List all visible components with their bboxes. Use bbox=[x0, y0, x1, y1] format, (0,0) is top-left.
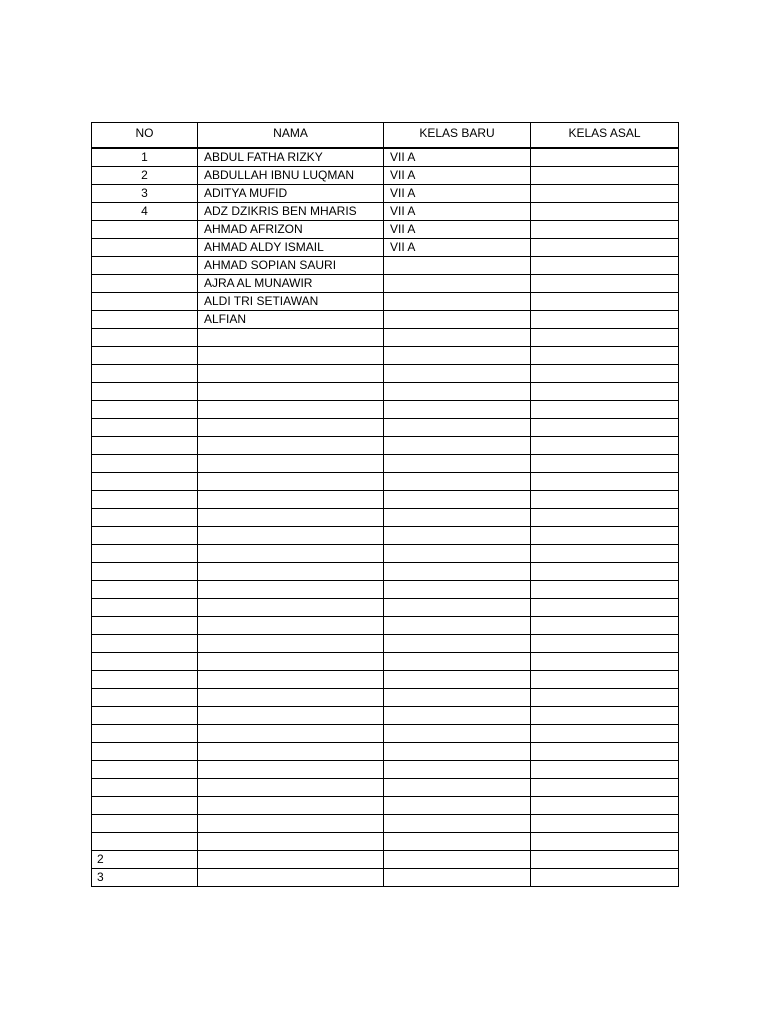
table-row bbox=[92, 401, 679, 419]
table-row bbox=[92, 833, 679, 851]
cell-kelas-baru bbox=[384, 275, 531, 293]
cell-no bbox=[92, 455, 198, 473]
cell-nama bbox=[198, 419, 384, 437]
cell-nama bbox=[198, 509, 384, 527]
cell-kelas-asal bbox=[531, 725, 679, 743]
cell-kelas-baru bbox=[384, 329, 531, 347]
cell-nama bbox=[198, 797, 384, 815]
cell-no bbox=[92, 815, 198, 833]
cell-kelas-asal bbox=[531, 185, 679, 203]
cell-no: 2 bbox=[92, 167, 198, 185]
cell-kelas-asal bbox=[531, 635, 679, 653]
cell-kelas-asal bbox=[531, 203, 679, 221]
cell-kelas-asal bbox=[531, 509, 679, 527]
cell-kelas-baru bbox=[384, 545, 531, 563]
cell-no bbox=[92, 761, 198, 779]
cell-no: 2 bbox=[92, 851, 198, 869]
cell-nama bbox=[198, 329, 384, 347]
cell-kelas-asal bbox=[531, 545, 679, 563]
header-no: NO bbox=[92, 123, 198, 149]
cell-nama bbox=[198, 743, 384, 761]
table-row bbox=[92, 473, 679, 491]
cell-kelas-baru bbox=[384, 383, 531, 401]
table-row bbox=[92, 491, 679, 509]
cell-kelas-asal bbox=[531, 275, 679, 293]
table-body bbox=[92, 148, 679, 887]
header-row bbox=[92, 123, 679, 149]
cell-nama bbox=[198, 401, 384, 419]
cell-nama bbox=[198, 563, 384, 581]
cell-kelas-baru bbox=[384, 293, 531, 311]
cell-no bbox=[92, 473, 198, 491]
cell-nama: ADZ DZIKRIS BEN MHARIS bbox=[198, 203, 384, 221]
cell-kelas-asal bbox=[531, 599, 679, 617]
cell-nama: AHMAD SOPIAN SAURI bbox=[198, 257, 384, 275]
cell-kelas-asal bbox=[531, 239, 679, 257]
cell-kelas-baru bbox=[384, 653, 531, 671]
cell-kelas-baru bbox=[384, 419, 531, 437]
table-row bbox=[92, 563, 679, 581]
cell-kelas-asal bbox=[531, 689, 679, 707]
cell-kelas-asal bbox=[531, 293, 679, 311]
cell-kelas-asal bbox=[531, 221, 679, 239]
cell-no: 3 bbox=[92, 185, 198, 203]
cell-kelas-baru bbox=[384, 869, 531, 887]
cell-kelas-baru bbox=[384, 347, 531, 365]
table-row bbox=[92, 599, 679, 617]
cell-no bbox=[92, 833, 198, 851]
table-row bbox=[92, 725, 679, 743]
header-kelas-baru: KELAS BARU bbox=[384, 123, 531, 149]
cell-nama bbox=[198, 815, 384, 833]
cell-kelas-asal bbox=[531, 671, 679, 689]
cell-no bbox=[92, 275, 198, 293]
cell-kelas-asal bbox=[531, 455, 679, 473]
cell-kelas-asal bbox=[531, 347, 679, 365]
cell-kelas-asal bbox=[531, 437, 679, 455]
cell-kelas-asal bbox=[531, 833, 679, 851]
cell-nama bbox=[198, 761, 384, 779]
cell-nama bbox=[198, 869, 384, 887]
cell-nama bbox=[198, 833, 384, 851]
cell-kelas-asal bbox=[531, 257, 679, 275]
table-row bbox=[92, 383, 679, 401]
cell-no bbox=[92, 527, 198, 545]
cell-kelas-baru bbox=[384, 473, 531, 491]
cell-kelas-baru bbox=[384, 599, 531, 617]
table-row bbox=[92, 509, 679, 527]
table-header bbox=[92, 123, 679, 149]
table-row bbox=[92, 797, 679, 815]
cell-kelas-baru bbox=[384, 365, 531, 383]
cell-nama bbox=[198, 707, 384, 725]
cell-kelas-asal bbox=[531, 329, 679, 347]
cell-kelas-baru bbox=[384, 725, 531, 743]
student-roster-table bbox=[91, 122, 679, 887]
table-row bbox=[92, 221, 679, 239]
cell-kelas-asal bbox=[531, 148, 679, 167]
cell-kelas-baru bbox=[384, 617, 531, 635]
table-row bbox=[92, 689, 679, 707]
cell-kelas-baru bbox=[384, 401, 531, 419]
cell-nama bbox=[198, 671, 384, 689]
cell-kelas-baru: VII A bbox=[384, 221, 531, 239]
table-row bbox=[92, 293, 679, 311]
cell-kelas-baru bbox=[384, 491, 531, 509]
cell-kelas-baru bbox=[384, 743, 531, 761]
table-row bbox=[92, 671, 679, 689]
cell-kelas-asal bbox=[531, 743, 679, 761]
cell-nama bbox=[198, 725, 384, 743]
cell-no: 4 bbox=[92, 203, 198, 221]
cell-nama bbox=[198, 689, 384, 707]
cell-kelas-asal bbox=[531, 383, 679, 401]
table-row bbox=[92, 275, 679, 293]
cell-no bbox=[92, 707, 198, 725]
cell-nama bbox=[198, 851, 384, 869]
cell-kelas-asal bbox=[531, 563, 679, 581]
cell-nama: ABDULLAH IBNU LUQMAN bbox=[198, 167, 384, 185]
cell-no bbox=[92, 779, 198, 797]
cell-no bbox=[92, 347, 198, 365]
cell-kelas-asal bbox=[531, 869, 679, 887]
cell-nama bbox=[198, 599, 384, 617]
cell-kelas-asal bbox=[531, 491, 679, 509]
table-row bbox=[92, 815, 679, 833]
cell-no bbox=[92, 293, 198, 311]
cell-kelas-baru bbox=[384, 707, 531, 725]
table-row bbox=[92, 653, 679, 671]
cell-no bbox=[92, 419, 198, 437]
table-row bbox=[92, 329, 679, 347]
cell-kelas-baru: VII A bbox=[384, 185, 531, 203]
cell-kelas-baru bbox=[384, 779, 531, 797]
cell-kelas-baru bbox=[384, 851, 531, 869]
table-row bbox=[92, 257, 679, 275]
cell-no bbox=[92, 599, 198, 617]
cell-nama bbox=[198, 527, 384, 545]
cell-nama bbox=[198, 383, 384, 401]
table-row bbox=[92, 761, 679, 779]
cell-kelas-asal bbox=[531, 797, 679, 815]
table-row bbox=[92, 347, 679, 365]
cell-no bbox=[92, 509, 198, 527]
cell-kelas-asal bbox=[531, 419, 679, 437]
cell-no bbox=[92, 221, 198, 239]
cell-no bbox=[92, 797, 198, 815]
cell-kelas-asal bbox=[531, 581, 679, 599]
table-row bbox=[92, 779, 679, 797]
cell-no bbox=[92, 725, 198, 743]
table-row bbox=[92, 167, 679, 185]
cell-kelas-baru bbox=[384, 581, 531, 599]
table-row bbox=[92, 203, 679, 221]
cell-kelas-baru bbox=[384, 635, 531, 653]
cell-kelas-asal bbox=[531, 617, 679, 635]
cell-kelas-baru bbox=[384, 797, 531, 815]
cell-kelas-baru bbox=[384, 689, 531, 707]
cell-kelas-baru: VII A bbox=[384, 148, 531, 167]
cell-no bbox=[92, 383, 198, 401]
cell-nama: ALFIAN bbox=[198, 311, 384, 329]
cell-kelas-baru: VII A bbox=[384, 239, 531, 257]
cell-kelas-asal bbox=[531, 365, 679, 383]
cell-kelas-baru bbox=[384, 761, 531, 779]
cell-nama: AJRA AL MUNAWIR bbox=[198, 275, 384, 293]
cell-nama bbox=[198, 635, 384, 653]
cell-kelas-asal bbox=[531, 473, 679, 491]
cell-nama bbox=[198, 545, 384, 563]
cell-kelas-baru bbox=[384, 311, 531, 329]
table-row bbox=[92, 311, 679, 329]
cell-nama bbox=[198, 347, 384, 365]
cell-kelas-asal bbox=[531, 815, 679, 833]
header-nama: NAMA bbox=[198, 123, 384, 149]
cell-kelas-asal bbox=[531, 401, 679, 419]
table-row bbox=[92, 851, 679, 869]
cell-kelas-asal bbox=[531, 761, 679, 779]
cell-nama bbox=[198, 455, 384, 473]
cell-kelas-baru bbox=[384, 833, 531, 851]
cell-no bbox=[92, 743, 198, 761]
cell-no bbox=[92, 329, 198, 347]
table-row bbox=[92, 869, 679, 887]
cell-no bbox=[92, 581, 198, 599]
cell-kelas-baru bbox=[384, 563, 531, 581]
cell-kelas-baru bbox=[384, 527, 531, 545]
header-kelas-asal: KELAS ASAL bbox=[531, 123, 679, 149]
cell-kelas-baru bbox=[384, 815, 531, 833]
table-row bbox=[92, 185, 679, 203]
cell-kelas-asal bbox=[531, 851, 679, 869]
table-row bbox=[92, 419, 679, 437]
table-row bbox=[92, 239, 679, 257]
table-row bbox=[92, 617, 679, 635]
cell-no: 1 bbox=[92, 148, 198, 167]
cell-nama bbox=[198, 365, 384, 383]
cell-no bbox=[92, 239, 198, 257]
cell-kelas-baru: VII A bbox=[384, 167, 531, 185]
cell-nama bbox=[198, 779, 384, 797]
cell-no bbox=[92, 491, 198, 509]
cell-no bbox=[92, 437, 198, 455]
cell-no bbox=[92, 257, 198, 275]
cell-nama bbox=[198, 437, 384, 455]
cell-no bbox=[92, 617, 198, 635]
cell-no bbox=[92, 545, 198, 563]
cell-kelas-asal bbox=[531, 653, 679, 671]
cell-nama: ABDUL FATHA RIZKY bbox=[198, 148, 384, 167]
cell-kelas-asal bbox=[531, 527, 679, 545]
table-row bbox=[92, 743, 679, 761]
cell-nama bbox=[198, 491, 384, 509]
table-row bbox=[92, 527, 679, 545]
cell-no bbox=[92, 563, 198, 581]
cell-nama bbox=[198, 653, 384, 671]
cell-no bbox=[92, 401, 198, 419]
cell-kelas-asal bbox=[531, 707, 679, 725]
cell-kelas-baru bbox=[384, 455, 531, 473]
cell-no bbox=[92, 671, 198, 689]
cell-kelas-baru bbox=[384, 509, 531, 527]
cell-no: 3 bbox=[92, 869, 198, 887]
table-row bbox=[92, 437, 679, 455]
cell-kelas-asal bbox=[531, 779, 679, 797]
cell-kelas-baru: VII A bbox=[384, 203, 531, 221]
table-row bbox=[92, 148, 679, 167]
cell-no bbox=[92, 365, 198, 383]
table-row bbox=[92, 635, 679, 653]
cell-nama bbox=[198, 581, 384, 599]
cell-nama: AHMAD AFRIZON bbox=[198, 221, 384, 239]
cell-no bbox=[92, 311, 198, 329]
cell-no bbox=[92, 635, 198, 653]
cell-kelas-asal bbox=[531, 311, 679, 329]
cell-nama bbox=[198, 473, 384, 491]
table-row bbox=[92, 365, 679, 383]
cell-kelas-baru bbox=[384, 257, 531, 275]
cell-kelas-baru bbox=[384, 437, 531, 455]
cell-nama bbox=[198, 617, 384, 635]
cell-nama: AHMAD ALDY ISMAIL bbox=[198, 239, 384, 257]
cell-kelas-baru bbox=[384, 671, 531, 689]
cell-kelas-asal bbox=[531, 167, 679, 185]
cell-nama: ADITYA MUFID bbox=[198, 185, 384, 203]
cell-nama: ALDI TRI SETIAWAN bbox=[198, 293, 384, 311]
table-row bbox=[92, 455, 679, 473]
table-row bbox=[92, 581, 679, 599]
table-row bbox=[92, 545, 679, 563]
cell-no bbox=[92, 689, 198, 707]
cell-no bbox=[92, 653, 198, 671]
table-row bbox=[92, 707, 679, 725]
